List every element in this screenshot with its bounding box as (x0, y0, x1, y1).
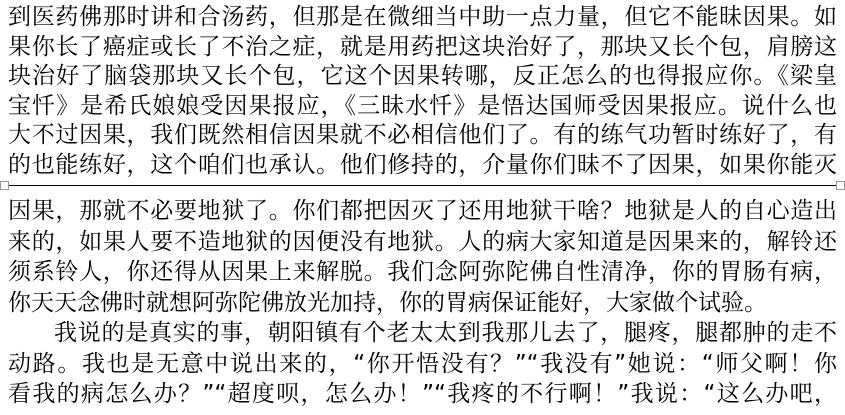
text-line: 我说的是真实的事，朝阳镇有个老太太到我那儿去了，腿疼，腿都肿的走不 (54, 320, 837, 346)
text-line: 果你长了癌症或长了不治之症，就是用药把这块治好了，那块又长个包，肩膀这 (8, 33, 837, 60)
text-line: 宝忏》是希氏娘娘受因果报应，《三昧水忏》是悟达国师受因果报应。说什么也 (8, 92, 837, 119)
page-2-text-block (0, 196, 845, 410)
page-break-rule (0, 185, 845, 186)
text-line: 动路。我也是无意中说出来的，“你开悟没有？”“我没有”她说：“师父啊！你 (8, 350, 837, 377)
text-line: 块治好了脑袋那块又长个包，它这个因果转哪，反正怎么的也得报应你。《梁皇 (8, 63, 837, 89)
text-line: 到医药佛那时讲和合汤药，但那是在微细当中助一点力量，但它不能昧因果。如 (8, 4, 837, 30)
page-margin-marker-left (0, 181, 9, 190)
text-line: 的也能练好，这个咱们也承认。他们修持的，介量你们昧不了因果，如果你能灭 (8, 151, 837, 178)
text-line: 看我的病怎么办？”“超度呗，怎么办！”“我疼的不行啊！”我说：“这么办吧， (8, 381, 837, 407)
page-break (0, 181, 845, 191)
text-line: 因果，那就不必要地狱了。你们都把因灭了还用地狱干啥？地狱是人的自心造出 (8, 198, 837, 224)
page-margin-marker-right (836, 181, 845, 190)
text-line: 你天天念佛时就想阿弥陀佛放光加持，你的胃病保证能好，大家做个试验。 (8, 289, 767, 316)
text-line: 来的，如果人要不造地狱的因便没有地狱。人的病大家知道是因果来的，解铃还 (8, 228, 837, 255)
text-line: 须系铃人，你还得从因果上来解脱。我们念阿弥陀佛自性清净，你的胃肠有病， (8, 259, 837, 285)
text-line: 大不过因果，我们既然相信因果就不必相信他们了。有的练气功暂时练好了，有 (8, 122, 837, 148)
page-1-text-block (0, 3, 845, 180)
